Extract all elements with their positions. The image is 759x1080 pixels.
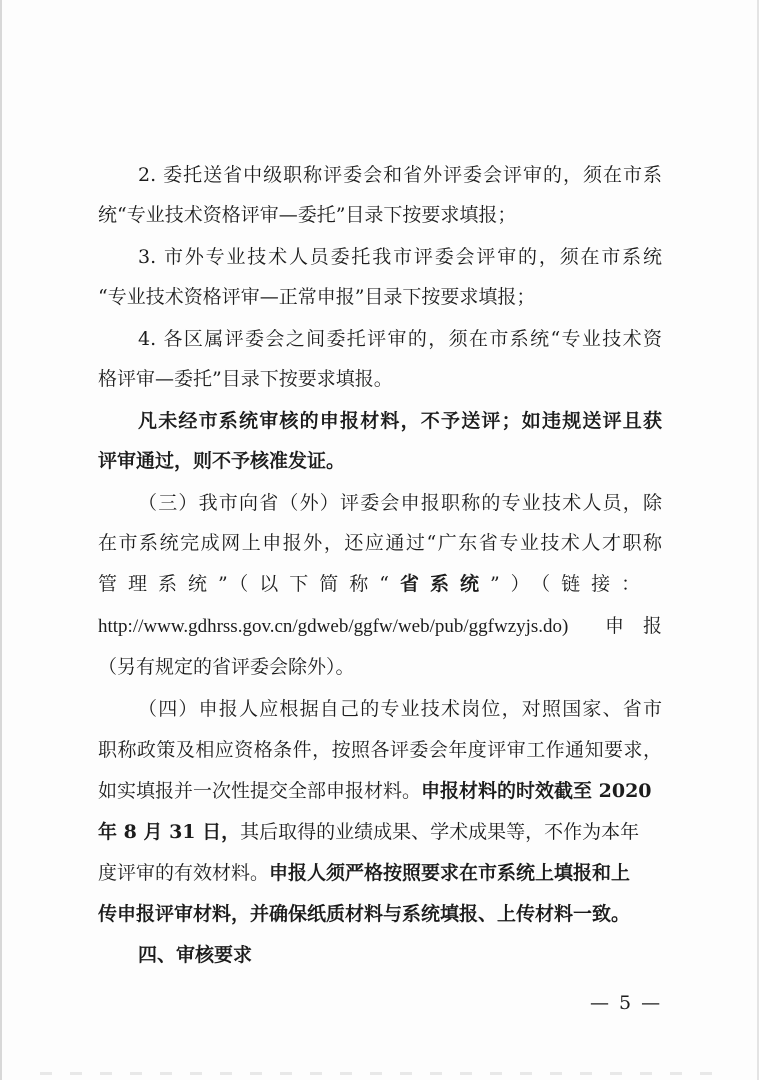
paragraph-line (98, 606, 662, 646)
scan-edge (0, 0, 2, 1080)
paragraph-line: 在市系统完成网上申报外，还应通过“广东省专业技术人才职称 (98, 532, 662, 554)
page-number: — 5 — (590, 992, 663, 1014)
paragraph-line: 2. 委托送省中级职称评委会和省外评委会评审的，须在市系 (138, 164, 662, 186)
bold-text-run: 申报人须严格按照要求在市系统上填报和上 (269, 862, 631, 884)
paragraph-line: （另有规定的省评委会除外）。 (98, 656, 355, 678)
paragraph-line: “专业技术资格评审—正常申报”目录下按要求填报； (98, 286, 536, 308)
text-run: 其后取得的业绩成果、学术成果等，不作为本年 (240, 821, 640, 843)
paragraph-line: 格评审—委托”目录下按要求填报。 (98, 368, 393, 390)
bold-text-run: 申报材料的时效截至 2020 (421, 780, 652, 802)
bold-text-run: 年 8 月 31 日， (98, 821, 241, 843)
paragraph-line: 3. 市外专业技术人员委托我市评委会评审的，须在市系统 (138, 246, 662, 268)
scan-artifact (40, 1072, 720, 1075)
paragraph-line (98, 564, 662, 604)
text-run: ”）（链接： (489, 573, 652, 595)
section-heading: 四、审核要求 (138, 944, 253, 966)
bold-paragraph-line: 传申报评审材料，并确保纸质材料与系统填报、上传材料一致。 (98, 903, 631, 925)
url-link-text: http://www.gdhrss.gov.cn/gdweb/ggfw/web/pub/ggfwzyjs.do) (98, 616, 569, 637)
paragraph-line: （三）我市向省（外）评委会申报职称的专业技术人员，除 (138, 492, 662, 514)
text-run: 如实填报并一次性提交全部申报材料。 (98, 780, 422, 802)
bold-paragraph-line: 凡未经市系统审核的申报材料，不予送评；如违规送评且获 (138, 410, 662, 432)
bold-term: 省系统 (399, 573, 490, 595)
paragraph-line: 统“专业技术资格评审—委托”目录下按要求填报； (98, 204, 517, 226)
text-run: 度评审的有效材料。 (98, 862, 270, 884)
paragraph-line (98, 812, 662, 852)
text-run: 申 报 (604, 615, 662, 637)
text-run: 管理系统”（以下简称“ (98, 573, 400, 595)
paragraph-line (98, 771, 662, 811)
paragraph-line: 职称政策及相应资格条件，按照各评委会年度评审工作通知要求， (98, 739, 662, 761)
paragraph-line: （四）申报人应根据自己的专业技术岗位，对照国家、省市 (138, 698, 662, 720)
bold-paragraph-line: 评审通过，则不予核准发证。 (98, 450, 346, 472)
paragraph-line: 4. 各区属评委会之间委托评审的，须在市系统“专业技术资 (138, 328, 662, 350)
paragraph-line (98, 853, 662, 893)
